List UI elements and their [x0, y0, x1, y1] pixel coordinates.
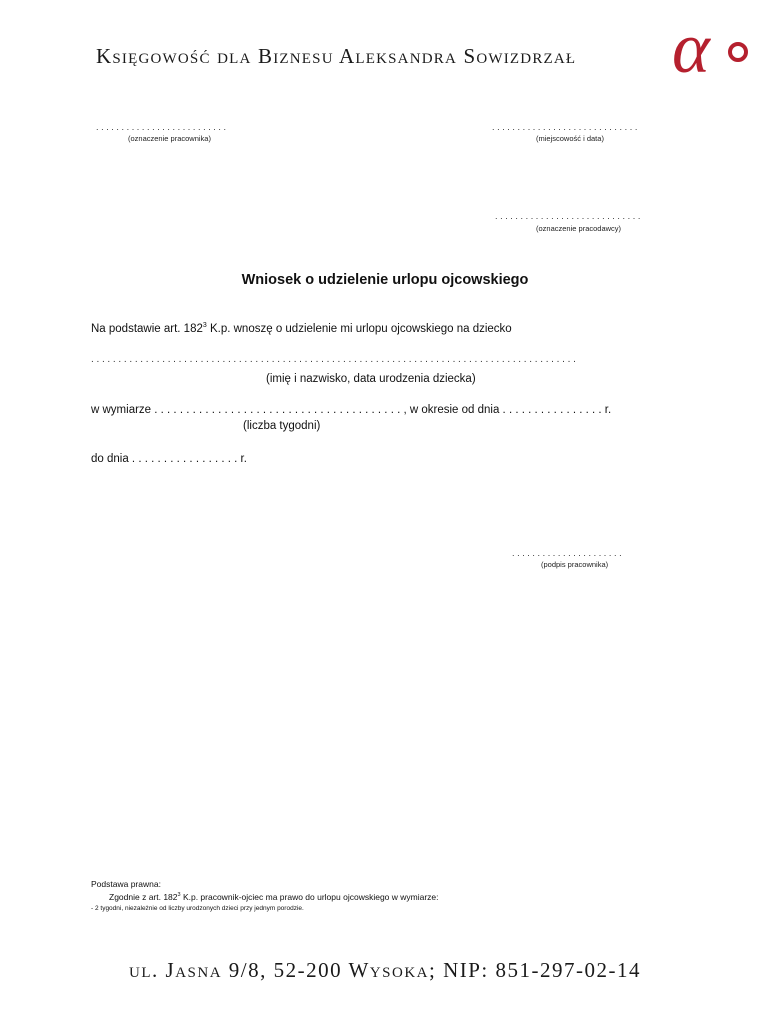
employer-dots: .............................: [495, 211, 643, 221]
until-line: do dnia . . . . . . . . . . . . . . . . . r.: [91, 453, 247, 465]
document-title: Wniosek o udzielenie urlopu ojcowskiego: [241, 272, 529, 288]
alpha-logo-icon: [672, 14, 752, 84]
employee-dots: ..........................: [96, 122, 229, 132]
child-dots: .........................................................................................: [91, 354, 579, 365]
footer-address: ul. Jasna 9/8, 52-200 Wysoka; NIP: 851-297-02-14: [129, 958, 641, 982]
child-caption: (imię i nazwisko, data urodzenia dziecka): [266, 373, 476, 385]
request-line: Na podstawie art. $182^3$ K.p. wnoszę o udzielenie mi urlopu ojcowskiego na dziecko: [91, 322, 512, 335]
signature-caption: (podpis pracownika): [541, 560, 609, 569]
employer-caption: (oznaczenie pracodawcy): [536, 224, 622, 233]
signature-dots: ......................: [512, 548, 625, 558]
place-date-dots: .............................: [492, 122, 640, 132]
place-date-caption: (miejscowość i data): [536, 134, 604, 143]
legal-detail: - 2 tygodni, niezależnie od liczby urodzonych dzieci przy jednym porodzie.: [91, 905, 304, 912]
scope-line: w wymiarze . . . . . . . . . . . . . . . . . . . . . . . . . . . . . . . . . . . . . . . , w okresie od dnia . . . . . . . . . . . . . . . . r.: [91, 404, 612, 416]
legal-line: Zgodnie z art. $182^3$ K.p. pracownik-ojciec ma prawo do urlopu ojcowskiego w wymiarze:: [109, 892, 439, 902]
svg-text:α: α: [672, 14, 710, 84]
employee-caption: (oznaczenie pracownika): [128, 134, 211, 143]
company-letterhead: Księgowość dla Biznesu Aleksandra Sowizdrzał: [96, 44, 577, 68]
legal-heading: Podstawa prawna:: [91, 879, 161, 889]
weeks-caption: (liczba tygodni): [243, 420, 321, 432]
